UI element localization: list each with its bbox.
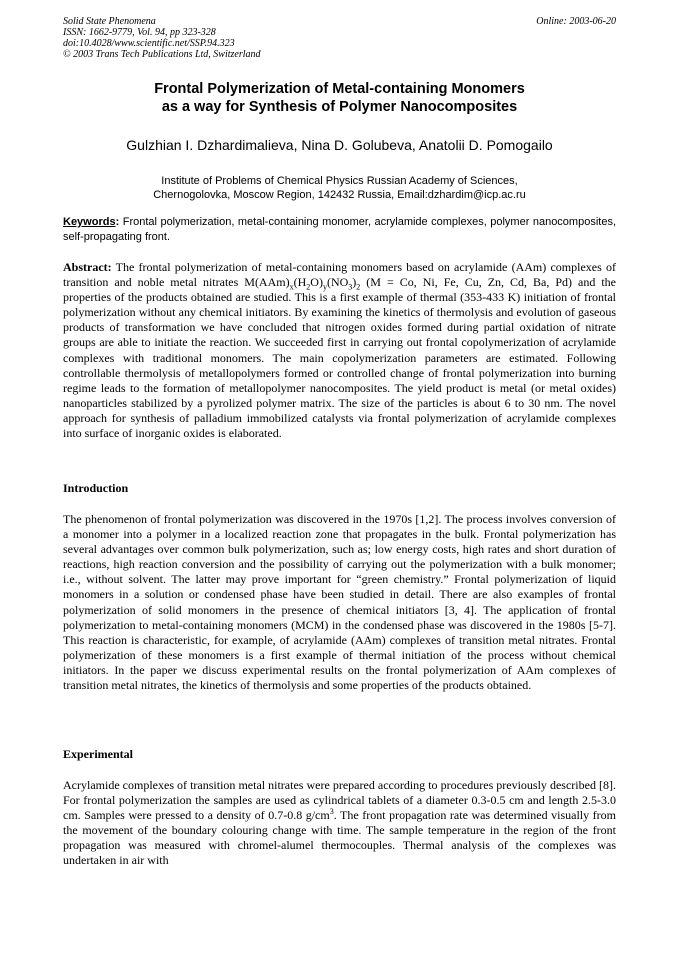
introduction-text: The phenomenon of frontal polymerization was discovered in the 1970s [1,2]. The process involves conversion of a monomer into a polymer in a localized reaction zone that propagates in the bulk. Frontal polymerization has several advantages over common bulk polymerization, such as; low energy costs, high rates and short duration of reactions, high reaction conversion and the possibility of carrying out the polymerization with a bulk monomer; i.e., without solvent. The latter may prove important for “green chemistry.” Frontal polymerization of liquid monomers in a solution or condensed phase have been studied in detail. There are also examples of frontal polymerization of solid monomers in the presence of chemical initiators [3, 4]. The application of frontal polymerization to metal-containing monomers (MCM) in the condensed phase was discovered in the 1980s [5-7]. This reaction is characteristic, for example, of acrylamide (AAm) complexes of transition metal nitrates. Frontal polymerization of these monomers is a first example of thermal initiation of the process without chemical initiators. In the paper we discuss experimental results on the frontal polymerization of AAm complexes of transition metal nitrates, the kinetics of thermolysis and some properties of the products obtained. bbox=[63, 512, 616, 693]
copyright-line: © 2003 Trans Tech Publications Ltd, Switzerland bbox=[63, 49, 261, 60]
doi-line: doi:10.4028/www.scientific.net/SSP.94.323 bbox=[63, 38, 235, 49]
experimental-text bbox=[63, 778, 616, 869]
abstract-label: Abstract: bbox=[63, 260, 112, 274]
journal-header bbox=[63, 16, 616, 60]
affiliation-line-1: Institute of Problems of Chemical Physics Russian Academy of Sciences, bbox=[161, 175, 518, 187]
abstract-text-2: (M = Co, Ni, Fe, Cu, Zn, Cd, Ba, Pd) and the properties of the products obtained are studied. This is a first example of thermal (353-433 K) initiation of frontal polymerization without any chemical initiators. By examining the kinetics of thermolysis and evolution of gaseous products of transformation we have concluded that nitrogen oxides formed during partial oxidation of nitrate groups are able to initiate the reaction. We succeeded first in carrying out frontal copolymerization of acrylamide complexes with traditional monomers. The main copolymerization parameters are estimated. Following controllable thermolysis of metallopolymers formed or controlled change of frontal polymerization into burning regime leads to the formation of metallopolymer nanocomposites. The yield product is metal (or metal oxides) nanoparticles stabilized by a pyrolized polymer matrix. The size of the particles is about 6 to 30 nm. The novel approach for synthesis of palladium immobilized catalysts via frontal polymerization of acrylamide complexes into surface of inorganic oxides is elaborated. bbox=[63, 275, 616, 441]
introduction-heading: Introduction bbox=[63, 481, 129, 495]
keywords-text: Frontal polymerization, metal-containing monomer, acrylamide complexes, polymer nanocomposites, self-propagating front. bbox=[63, 216, 617, 243]
issn-line: ISSN: 1662-9779, Vol. 94, pp 323-328 bbox=[63, 27, 216, 38]
subscript-2: 2 bbox=[306, 282, 311, 292]
authors: Gulzhian I. Dzhardimalieva, Nina D. Golubeva, Anatolii D. Pomogailo bbox=[126, 137, 553, 153]
experimental-text-1: Acrylamide complexes of transition metal nitrates were prepared according to procedures previously described [8]. For frontal polymerization the samples are used as cylindrical tablets of a diameter 0.3-0.5 cm and length 2.5-3.0 cm. Samples were pressed to a density of 0.7-0.8 g/cm bbox=[63, 778, 616, 823]
title-line-1: Frontal Polymerization of Metal-containing Monomers bbox=[154, 81, 525, 97]
formula-no3-open: (NO bbox=[326, 275, 349, 290]
subscript-3: 3 bbox=[348, 282, 353, 292]
affiliation-line-2: Chernogolovka, Moscow Region, 142432 Russia, Email:dzhardim@icp.ac.ru bbox=[153, 189, 526, 201]
abstract-text-1: The frontal polymerization of metal-containing monomers based on acrylamide (AAm) complexes of transition and noble metal nitrates M(AAm) bbox=[63, 260, 616, 290]
journal-name: Solid State Phenomena bbox=[63, 16, 156, 27]
subscript-x: x bbox=[289, 282, 294, 292]
subscript-2b: 2 bbox=[356, 282, 361, 292]
formula-no3-close: ) bbox=[352, 275, 357, 290]
affiliation bbox=[63, 174, 616, 202]
title-line-2: as a way for Synthesis of Polymer Nanocomposites bbox=[161, 99, 518, 115]
formula-h2o-open: (H bbox=[293, 275, 307, 290]
experimental-text-2: . The front propagation rate was determined visually from the movement of the boundary colouring change with time. The sample temperature in the region of the front propagation was measured with chromel-alumel thermocouples. Thermal analysis of the complexes was undertaken in air with bbox=[63, 808, 616, 868]
keywords: Keywords: Frontal polymerization, metal-containing monomer, acrylamide complexes, polymer nanocomposites, self-propagating front. bbox=[63, 216, 617, 243]
subscript-y: y bbox=[322, 282, 327, 292]
formula-h2o-close: O) bbox=[310, 275, 323, 290]
keywords-label: Keywords bbox=[63, 216, 116, 228]
abstract bbox=[63, 260, 616, 441]
experimental-heading: Experimental bbox=[63, 747, 133, 761]
online-date: Online: 2003-06-20 bbox=[536, 16, 616, 27]
paper-title bbox=[63, 80, 616, 116]
superscript-3: 3 bbox=[329, 807, 334, 817]
